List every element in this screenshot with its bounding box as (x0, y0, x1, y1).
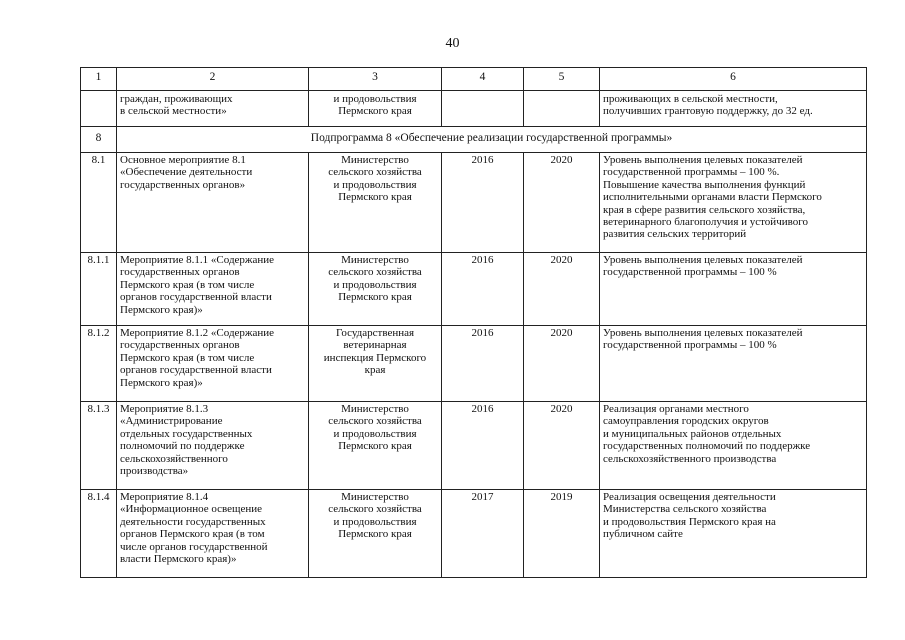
cell-executor: Министерство сельского хозяйства и продовольствия Пермского края (309, 253, 442, 326)
cell-end-year: 2020 (524, 253, 600, 326)
header-cell: 5 (524, 68, 600, 91)
table-row (81, 402, 867, 490)
cell-name: Мероприятие 8.1.4 «Информационное освещение деятельности государственных органов Пермского края (в том числе органов государственной власти Пермского края)» (117, 490, 309, 578)
cell-end (524, 91, 600, 127)
cell-result: Уровень выполнения целевых показателей государственной программы – 100 % (600, 326, 867, 402)
table-row (81, 490, 867, 578)
header-cell: 4 (442, 68, 524, 91)
page-number: 40 (445, 36, 460, 51)
header-cell: 3 (309, 68, 442, 91)
cell-name: Мероприятие 8.1.3 «Администрирование отдельных государственных полномочий по поддержке сельскохозяйственного производства» (117, 402, 309, 490)
cell-executor: Государственная ветеринарная инспекция Пермского края (309, 326, 442, 402)
cell-result: проживающих в сельской местности, получивших грантовую поддержку, до 32 ед. (600, 91, 867, 127)
cell-executor: Министерство сельского хозяйства и продовольствия Пермского края (309, 490, 442, 578)
table-row (81, 253, 867, 326)
subprogram-row (81, 127, 867, 153)
cell-result: Уровень выполнения целевых показателей государственной программы – 100 % (600, 253, 867, 326)
cell-end-year: 2020 (524, 153, 600, 253)
cell-start-year: 2017 (442, 490, 524, 578)
cell-name: Основное мероприятие 8.1 «Обеспечение деятельности государственных органов» (117, 153, 309, 253)
cell-num: 8.1.2 (81, 326, 117, 402)
cell-num: 8.1.4 (81, 490, 117, 578)
cell-num: 8.1.1 (81, 253, 117, 326)
cell-start-year: 2016 (442, 253, 524, 326)
program-table (80, 67, 867, 578)
cell-start-year: 2016 (442, 326, 524, 402)
header-cell: 2 (117, 68, 309, 91)
continuation-row (81, 91, 867, 127)
cell-start (442, 91, 524, 127)
cell-result: Уровень выполнения целевых показателей государственной программы – 100 %. Повышение качества выполнения функций исполнительными органами власти Пермского края в сфере развития сельского хозяйства, ветеринарного благополучия и устойчивого развития сельских территорий (600, 153, 867, 253)
table-header-row (81, 68, 867, 91)
subprogram-title (117, 127, 867, 153)
cell-name: Мероприятие 8.1.1 «Содержание государственных органов Пермского края (в том числе органов государственной власти Пермского края)» (117, 253, 309, 326)
cell-executor: Министерство сельского хозяйства и продовольствия Пермского края (309, 402, 442, 490)
cell-executor: и продовольствия Пермского края (309, 91, 442, 127)
cell-num: 8.1.3 (81, 402, 117, 490)
subprogram-title-text: Подпрограмма 8 «Обеспечение реализации государственной программы» (310, 132, 673, 144)
table-row (81, 153, 867, 253)
cell-name: граждан, проживающих в сельской местности» (117, 91, 309, 127)
cell-name: Мероприятие 8.1.2 «Содержание государственных органов Пермского края (в том числе органов государственной власти Пермского края)» (117, 326, 309, 402)
cell-result: Реализация освещения деятельности Министерства сельского хозяйства и продовольствия Пермского края на публичном сайте (600, 490, 867, 578)
cell-num (81, 91, 117, 127)
subprogram-number: 8 (81, 127, 117, 153)
cell-start-year: 2016 (442, 402, 524, 490)
cell-start-year: 2016 (442, 153, 524, 253)
cell-executor: Министерство сельского хозяйства и продовольствия Пермского края (309, 153, 442, 253)
cell-result: Реализация органами местного самоуправления городских округов и муниципальных районов отдельных государственных полномочий по поддержке сельскохозяйственного производства (600, 402, 867, 490)
header-cell: 6 (600, 68, 867, 91)
table-row (81, 326, 867, 402)
cell-end-year: 2019 (524, 490, 600, 578)
cell-num: 8.1 (81, 153, 117, 253)
cell-end-year: 2020 (524, 326, 600, 402)
cell-end-year: 2020 (524, 402, 600, 490)
header-cell: 1 (81, 68, 117, 91)
